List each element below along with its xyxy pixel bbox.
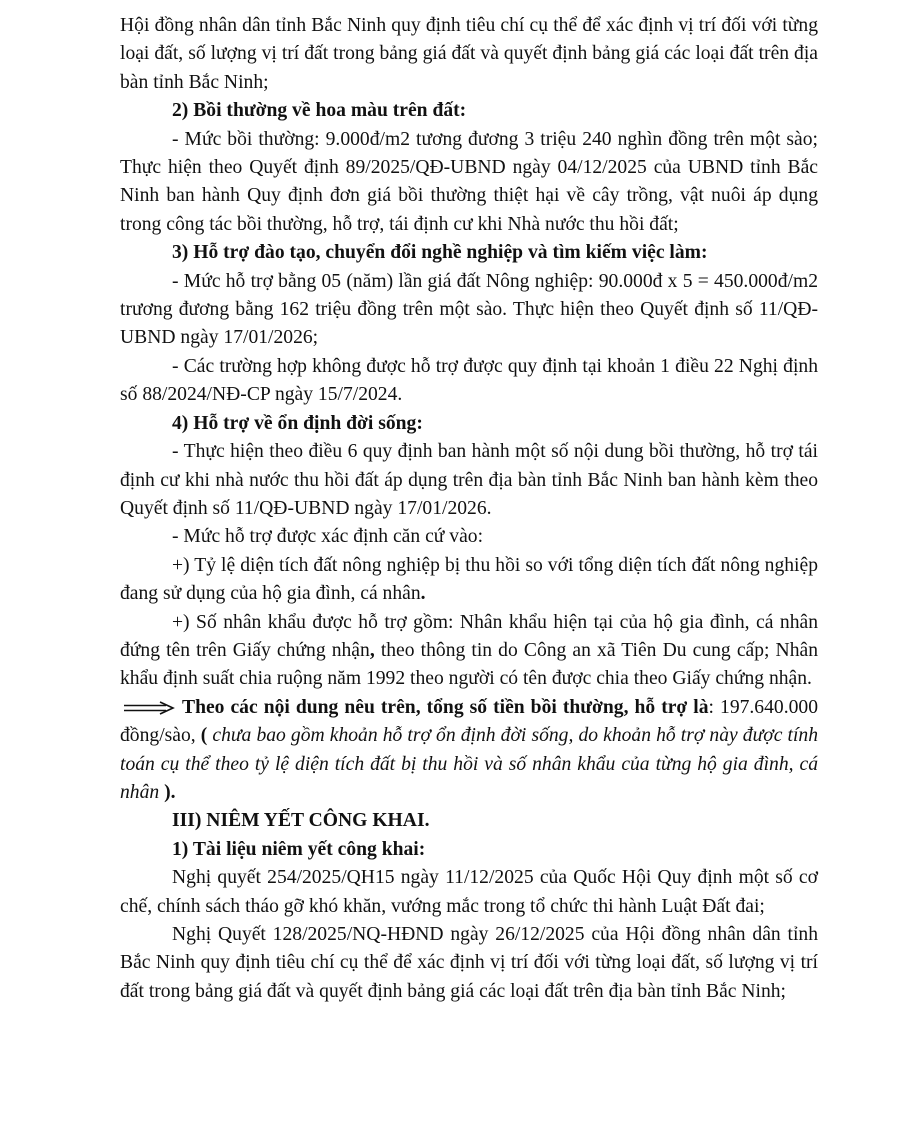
conclusion-colon: : <box>708 696 714 718</box>
section-iii-paragraph-2: Nghị Quyết 128/2025/NQ-HĐND ngày 26/12/2025 của Hội đồng nhân dân tỉnh Bắc Ninh quy định tiêu chí cụ thể để xác định vị trí đối với từng loại đất, số lượng vị trí đất trong bảng giá đất và quyết định bảng giá các loại đất trên địa bàn tỉnh Bắc Ninh; <box>120 924 818 1002</box>
conclusion-italic-note: chưa bao gồm khoản hỗ trợ ổn định đời sống, do khoản hỗ trợ này được tính toán cụ thể theo tỷ lệ diện tích đất bị thu hồi và số nhân khẩu của từng hộ gia đình, cá nhân <box>120 725 819 803</box>
conclusion-open-paren: ( <box>200 725 208 747</box>
section-4-sub-1-text: +) Tỷ lệ diện tích đất nông nghiệp bị thu hồi so với tổng diện tích đất nông nghiệp đang sử dụng của hộ gia đình, cá nhân <box>120 554 818 605</box>
double-right-arrow-icon <box>122 701 176 715</box>
section-3-heading: 3) Hỗ trợ đào tạo, chuyển đổi nghề nghiệp và tìm kiếm việc làm: <box>172 242 708 264</box>
conclusion-paragraph <box>120 694 818 808</box>
section-4-item-2: - Mức hỗ trợ được xác định căn cứ vào: <box>172 526 484 548</box>
section-iii-paragraph-1: Nghị quyết 254/2025/QH15 ngày 11/12/2025 của Quốc Hội Quy định một số cơ chế, chính sách tháo gỡ khó khăn, vướng mắc trong tổ chức thi hành Luật Đất đai; <box>120 867 818 917</box>
section-4-item-1: - Thực hiện theo điều 6 quy định ban hành một số nội dung bồi thường, hỗ trợ tái định cư khi nhà nước thu hồi đất áp dụng trên địa bàn tỉnh Bắc Ninh ban hành kèm theo Quyết định số 11/QĐ-UBND ngày 17/01/2026. <box>120 441 818 519</box>
conclusion-amount: 197.640.000 đồng/sào, <box>120 696 818 747</box>
section-4-sub-1 <box>120 552 818 609</box>
section-4-sub-2 <box>120 609 818 694</box>
section-3-item-2: - Các trường hợp không được hỗ trợ được quy định tại khoản 1 điều 22 Nghị định số 88/2024/NĐ-CP ngày 15/7/2024. <box>120 355 818 406</box>
section-4-sub-2-part-a: +) Số nhân khẩu được hỗ trợ gồm: Nhân khẩu hiện tại của hộ gia đình, cá nhân đứng tên trên Giấy chứng nhận <box>120 611 818 661</box>
section-iii-heading: III) NIÊM YẾT CÔNG KHAI. <box>172 810 430 832</box>
section-4-heading: 4) Hỗ trợ về ổn định đời sống: <box>172 412 423 434</box>
section-2-item: - Mức bồi thường: 9.000đ/m2 tương đương 3 triệu 240 nghìn đồng trên một sào; Thực hiện theo Quyết định 89/2025/QĐ-UBND ngày 04/12/2025 của UBND tỉnh Bắc Ninh ban hành Quy định đơn giá bồi thường thiệt hại về cây trồng, vật nuôi áp dụng trong công tác bồi thường, hỗ trợ, tái định cư khi Nhà nước thu hồi đất; <box>120 128 818 235</box>
section-4-sub-1-end: . <box>420 583 426 605</box>
section-4-sub-2-part-b: theo thông tin do Công an xã Tiên Du cung cấp; Nhân khẩu định suất chia ruộng năm 1992 theo người có tên được chia theo Giấy chứng nhận. <box>120 639 818 690</box>
intro-paragraph: Hội đồng nhân dân tỉnh Bắc Ninh quy định tiêu chí cụ thể để xác định vị trí đối với từng loại đất, số lượng vị trí đất trong bảng giá đất và quyết định bảng giá các loại đất trên địa bàn tỉnh Bắc Ninh; <box>120 15 818 93</box>
conclusion-close: ). <box>164 781 176 803</box>
section-3-item-1: - Mức hỗ trợ bằng 05 (năm) lần giá đất Nông nghiệp: 90.000đ x 5 = 450.000đ/m2 trương đương bằng 162 triệu đồng trên một sào. Thực hiện theo Quyết định số 11/QĐ-UBND ngày 17/01/2026; <box>120 270 818 349</box>
section-4-sub-2-comma: , <box>369 639 375 661</box>
conclusion-bold-text: Theo các nội dung nêu trên, tổng số tiền bồi thường, hỗ trợ là <box>182 696 709 718</box>
section-iii-sub-heading: 1) Tài liệu niêm yết công khai: <box>172 838 426 860</box>
section-2-heading: 2) Bồi thường về hoa màu trên đất: <box>172 100 467 122</box>
